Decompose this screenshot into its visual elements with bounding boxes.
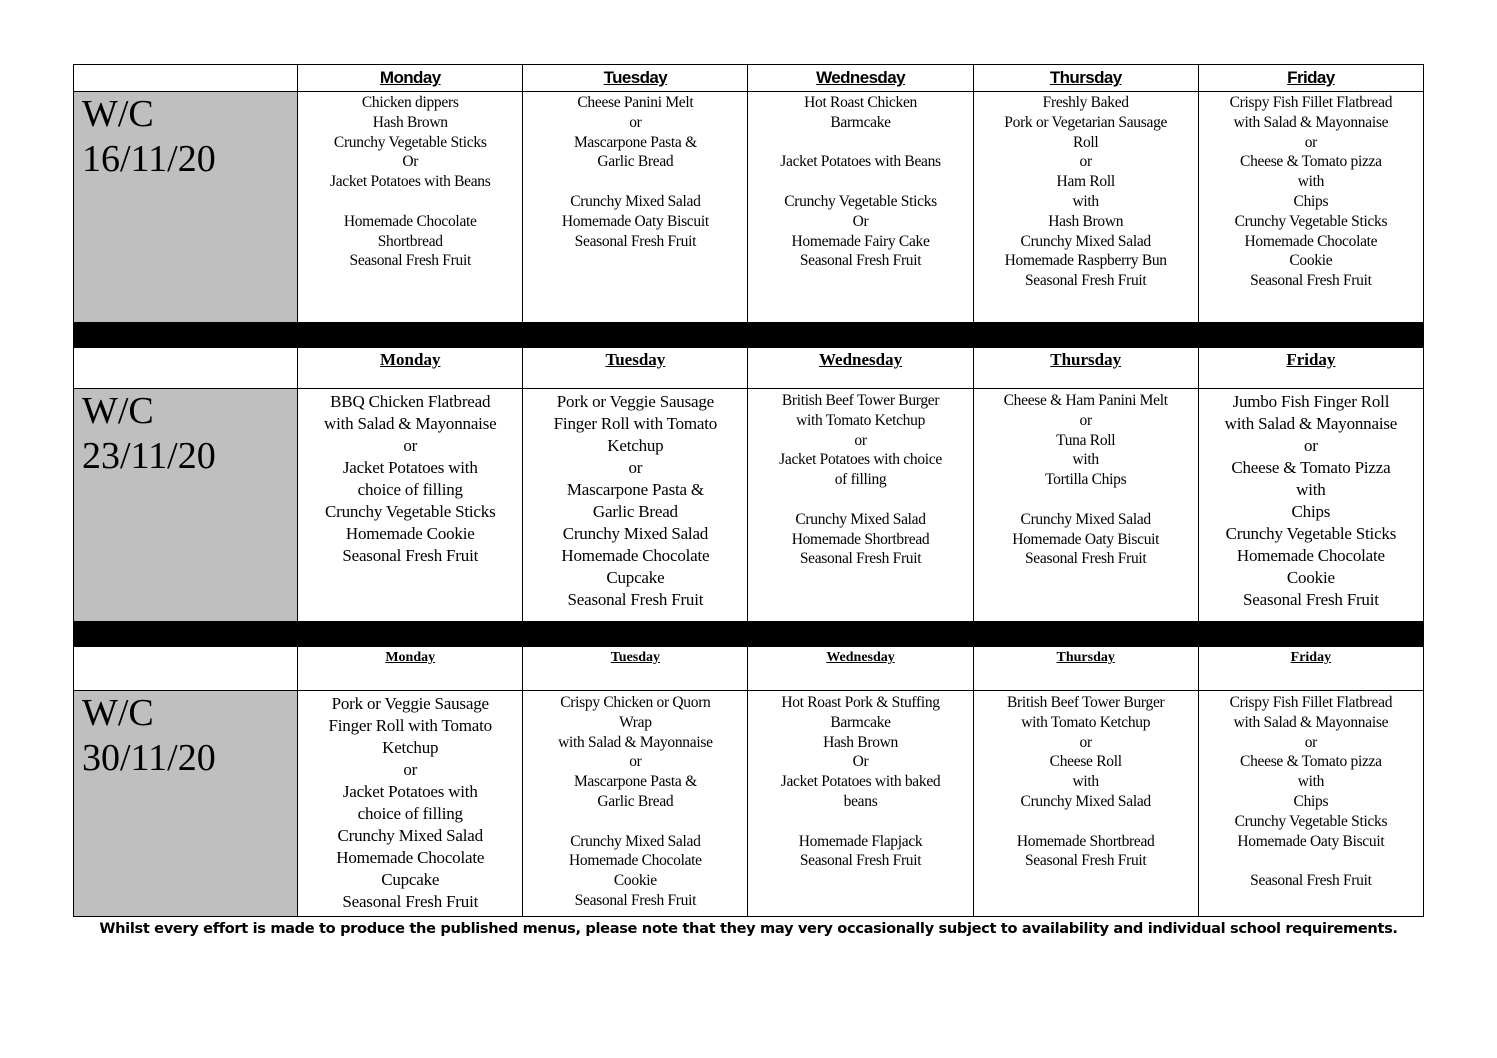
day-header-wednesday: Wednesday: [816, 68, 905, 87]
menu-cell: [973, 389, 1198, 622]
menu-thursday: Cheese & Ham Panini Melt or Tuna Roll with Tortilla Chips Crunchy Mixed Salad Homemade Oaty Biscuit Seasonal Fresh Fruit: [1003, 392, 1168, 568]
week-commencing-label: W/C 30/11/20: [82, 692, 216, 779]
day-header-friday: Friday: [1286, 350, 1336, 369]
menu-cell: [748, 389, 973, 622]
menu-tuesday: Crispy Chicken or Quorn Wrap with Salad & Mayonnaise or Mascarpone Pasta & Garlic Bread Crunchy Mixed Salad Homemade Chocolate Cookie Seasonal Fresh Fruit: [558, 694, 713, 909]
menu-cell: [1198, 389, 1423, 622]
day-header-cell: [1198, 348, 1423, 389]
day-header-tuesday: Tuesday: [605, 350, 666, 369]
menu-cell: [523, 92, 748, 323]
header-blank-cell: [74, 65, 298, 92]
day-header-monday: Monday: [385, 650, 436, 665]
week-2-header-row: [74, 348, 1424, 389]
menu-cell: [298, 691, 523, 917]
menu-cell: [1198, 92, 1423, 323]
menu-cell: [523, 691, 748, 917]
day-header-cell: [1198, 65, 1423, 92]
day-header-cell: [748, 647, 973, 691]
day-header-monday: Monday: [379, 68, 441, 87]
week-commencing-cell: [74, 92, 298, 323]
menu-cell: [748, 92, 973, 323]
menu-cell: [973, 92, 1198, 323]
day-header-cell: [1198, 647, 1423, 691]
menu-tuesday: Pork or Veggie Sausage Finger Roll with Tomato Ketchup or Mascarpone Pasta & Garlic Bread Crunchy Mixed Salad Homemade Chocolate Cupcake Seasonal Fresh Fruit: [553, 392, 718, 609]
week-commencing-cell: [74, 691, 298, 917]
menu-cell: [973, 691, 1198, 917]
day-header-cell: [748, 348, 973, 389]
menu-table: [73, 64, 1424, 917]
footer-disclaimer: Whilst every effort is made to produce the published menus, please note that they may very occasionally subject to availability and individual school requirements.: [99, 920, 1398, 937]
menu-thursday: Freshly Baked Pork or Vegetarian Sausage Roll or Ham Roll with Hash Brown Crunchy Mixed Salad Homemade Raspberry Bun Seasonal Fresh Fruit: [1004, 94, 1168, 290]
week-2-menu-row: [74, 389, 1424, 622]
menu-wednesday: Hot Roast Pork & Stuffing Barmcake Hash Brown Or Jacket Potatoes with baked beans Homemade Flapjack Seasonal Fresh Fruit: [780, 694, 941, 870]
day-header-wednesday: Wednesday: [818, 350, 903, 369]
week-3-header-row: [74, 647, 1424, 691]
week-1-header-row: [74, 65, 1424, 92]
day-header-cell: [523, 65, 748, 92]
menu-cell: [298, 92, 523, 323]
day-header-cell: [298, 65, 523, 92]
separator-bar: [74, 622, 1424, 647]
menu-friday: Crispy Fish Fillet Flatbread with Salad & Mayonnaise or Cheese & Tomato pizza with Chips Crunchy Vegetable Sticks Homemade Chocolate Cookie Seasonal Fresh Fruit: [1229, 94, 1393, 290]
day-header-cell: [973, 348, 1198, 389]
day-header-cell: [523, 348, 748, 389]
week-3-menu-row: [74, 691, 1424, 917]
day-header-monday: Monday: [380, 350, 441, 369]
menu-wednesday: Hot Roast Chicken Barmcake Jacket Potatoes with Beans Crunchy Vegetable Sticks Or Homemade Fairy Cake Seasonal Fresh Fruit: [780, 94, 941, 270]
day-header-thursday: Thursday: [1050, 350, 1122, 369]
menu-monday: Chicken dippers Hash Brown Crunchy Vegetable Sticks Or Jacket Potatoes with Beans Homemade Chocolate Shortbread Seasonal Fresh Fruit: [329, 94, 491, 270]
week-commencing-label: W/C 23/11/20: [82, 390, 216, 477]
day-header-cell: [973, 647, 1198, 691]
week-commencing-label: W/C 16/11/20: [82, 93, 216, 180]
week-1-menu-row: [74, 92, 1424, 323]
day-header-tuesday: Tuesday: [603, 68, 668, 87]
separator-bar: [74, 323, 1424, 348]
day-header-wednesday: Wednesday: [826, 650, 895, 665]
header-blank-cell: [74, 348, 298, 389]
menu-tuesday: Cheese Panini Melt or Mascarpone Pasta & Garlic Bread Crunchy Mixed Salad Homemade Oaty Biscuit Seasonal Fresh Fruit: [561, 94, 709, 250]
day-header-cell: [298, 647, 523, 691]
day-header-thursday: Thursday: [1049, 68, 1122, 87]
day-header-thursday: Thursday: [1056, 650, 1115, 665]
day-header-cell: [298, 348, 523, 389]
menu-wednesday: British Beef Tower Burger with Tomato Ketchup or Jacket Potatoes with choice of filling Crunchy Mixed Salad Homemade Shortbread Seasonal Fresh Fruit: [779, 392, 942, 568]
menu-friday: Crispy Fish Fillet Flatbread with Salad & Mayonnaise or Cheese & Tomato pizza with Chips Crunchy Vegetable Sticks Homemade Oaty Biscuit Seasonal Fresh Fruit: [1229, 694, 1393, 890]
day-header-cell: [523, 647, 748, 691]
menu-thursday: British Beef Tower Burger with Tomato Ketchup or Cheese Roll with Crunchy Mixed Salad Homemade Shortbread Seasonal Fresh Fruit: [1006, 694, 1165, 870]
day-header-cell: [748, 65, 973, 92]
menu-monday: Pork or Veggie Sausage Finger Roll with Tomato Ketchup or Jacket Potatoes with choice of filling Crunchy Mixed Salad Homemade Chocolate Cupcake Seasonal Fresh Fruit: [328, 694, 492, 911]
menu-cell: [1198, 691, 1423, 917]
menu-cell: [523, 389, 748, 622]
header-blank-cell: [74, 647, 298, 691]
menu-cell: [298, 389, 523, 622]
menu-friday: Jumbo Fish Finger Roll with Salad & Mayonnaise or Cheese & Tomato Pizza with Chips Crunchy Vegetable Sticks Homemade Chocolate Cookie Seasonal Fresh Fruit: [1224, 392, 1398, 609]
week-commencing-cell: [74, 389, 298, 622]
day-header-friday: Friday: [1287, 68, 1335, 87]
day-header-cell: [973, 65, 1198, 92]
day-header-tuesday: Tuesday: [610, 650, 661, 665]
menu-cell: [748, 691, 973, 917]
menu-monday: BBQ Chicken Flatbread with Salad & Mayonnaise or Jacket Potatoes with choice of filling Crunchy Vegetable Sticks Homemade Cookie Seasonal Fresh Fruit: [324, 392, 497, 565]
day-header-friday: Friday: [1290, 650, 1332, 665]
